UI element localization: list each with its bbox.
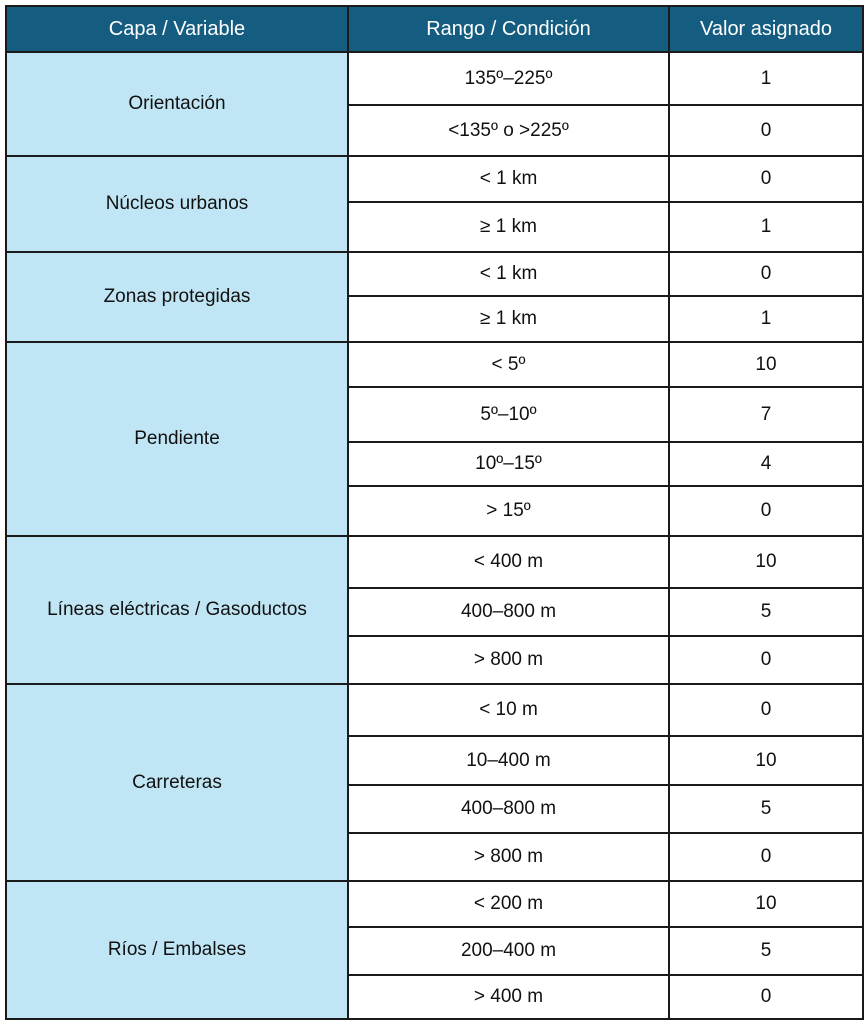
value-cell: 10 [669, 342, 863, 387]
range-cell: <135º o >225º [348, 105, 669, 156]
layer-cell: Carreteras [6, 684, 348, 881]
range-cell: 200–400 m [348, 927, 669, 975]
value-cell: 10 [669, 536, 863, 588]
range-cell: > 15º [348, 486, 669, 536]
range-cell: < 200 m [348, 881, 669, 927]
value-cell: 10 [669, 736, 863, 785]
value-cell: 5 [669, 588, 863, 636]
range-cell: < 10 m [348, 684, 669, 736]
table-row [6, 252, 863, 296]
value-cell: 7 [669, 387, 863, 442]
value-cell: 0 [669, 105, 863, 156]
value-cell: 4 [669, 442, 863, 486]
scoring-table [5, 5, 864, 1020]
range-cell: ≥ 1 km [348, 202, 669, 252]
range-cell: 135º–225º [348, 52, 669, 105]
range-cell: > 800 m [348, 636, 669, 684]
value-cell: 0 [669, 975, 863, 1019]
value-cell: 0 [669, 684, 863, 736]
layer-cell: Líneas eléctricas / Gasoductos [6, 536, 348, 684]
value-cell: 0 [669, 156, 863, 202]
range-cell: < 1 km [348, 156, 669, 202]
value-cell: 1 [669, 202, 863, 252]
table-row [6, 156, 863, 202]
table-row [6, 342, 863, 387]
range-cell: ≥ 1 km [348, 296, 669, 342]
range-cell: < 5º [348, 342, 669, 387]
layer-cell: Ríos / Embalses [6, 881, 348, 1019]
header-layer: Capa / Variable [6, 6, 348, 52]
header-row [6, 6, 863, 52]
range-cell: > 400 m [348, 975, 669, 1019]
table-row [6, 881, 863, 927]
range-cell: > 800 m [348, 833, 669, 881]
table-row [6, 536, 863, 588]
value-cell: 0 [669, 636, 863, 684]
layer-cell: Zonas protegidas [6, 252, 348, 342]
value-cell: 10 [669, 881, 863, 927]
header-value: Valor asignado [669, 6, 863, 52]
value-cell: 1 [669, 296, 863, 342]
table-row [6, 684, 863, 736]
range-cell: 5º–10º [348, 387, 669, 442]
table-row [6, 52, 863, 105]
layer-cell: Orientación [6, 52, 348, 156]
range-cell: 10–400 m [348, 736, 669, 785]
value-cell: 5 [669, 927, 863, 975]
layer-cell: Pendiente [6, 342, 348, 536]
value-cell: 0 [669, 486, 863, 536]
range-cell: < 1 km [348, 252, 669, 296]
range-cell: 400–800 m [348, 588, 669, 636]
value-cell: 0 [669, 252, 863, 296]
range-cell: 10º–15º [348, 442, 669, 486]
range-cell: < 400 m [348, 536, 669, 588]
table-body [6, 52, 863, 1019]
layer-cell: Núcleos urbanos [6, 156, 348, 252]
header-range: Rango / Condición [348, 6, 669, 52]
range-cell: 400–800 m [348, 785, 669, 833]
value-cell: 1 [669, 52, 863, 105]
value-cell: 5 [669, 785, 863, 833]
value-cell: 0 [669, 833, 863, 881]
